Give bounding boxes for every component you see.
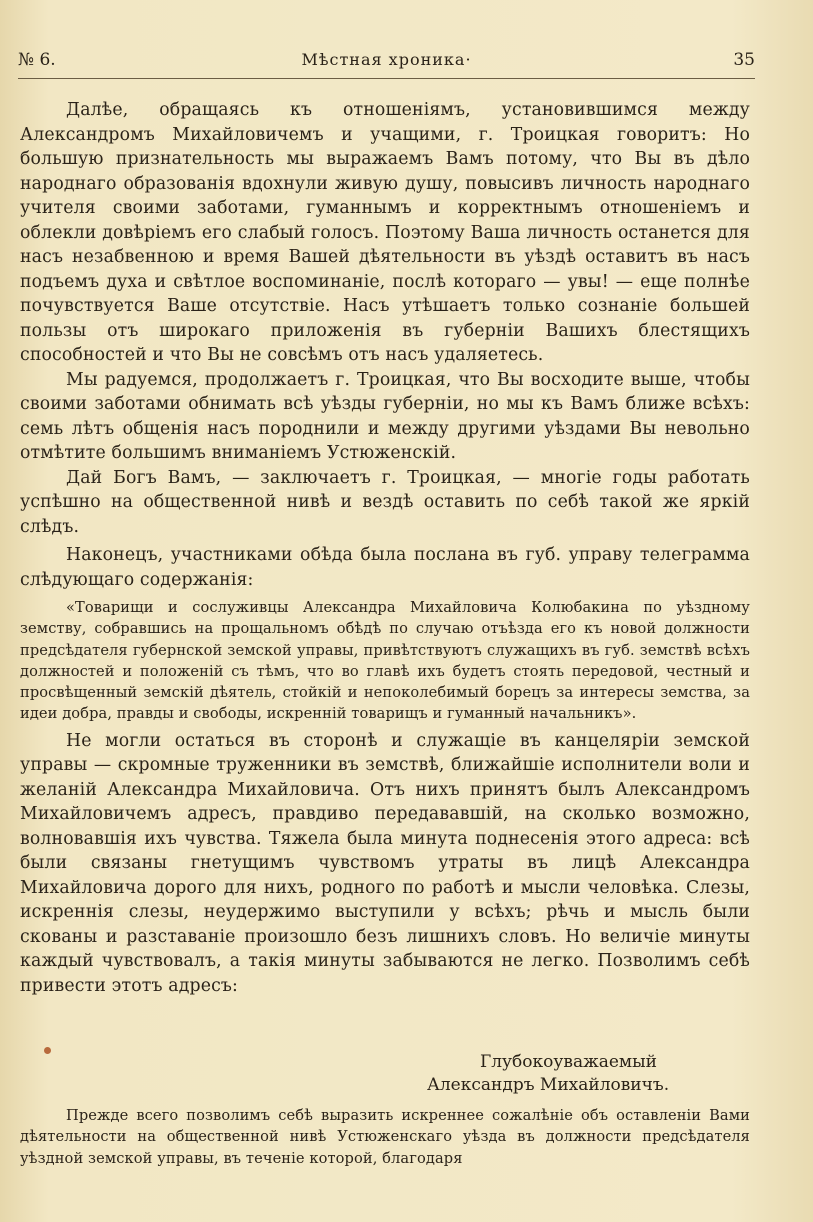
paragraph-3: Дай Богъ Вамъ, — заключаетъ г. Троицкая, — многіе годы работать успѣшно на общественной нивѣ и вездѣ оставить по себѣ такой же яркій слѣдъ. (20, 467, 750, 537)
address-text (20, 1105, 750, 1169)
salutation-line-1: Глубокоуважаемый (480, 1052, 658, 1072)
salutation-line-2: Александръ Михайловичъ. (427, 1075, 670, 1095)
section-title: Мѣстная хроника· (301, 50, 472, 69)
header-divider (18, 78, 755, 79)
body-text (20, 98, 750, 998)
paragraph-5: Не могли остаться въ сторонѣ и служащіе въ канцеляріи земской управы — скромные труженники въ земствѣ, ближайшіе исполнители воли и желаній Александра Михайловича. Отъ нихъ принятъ былъ Александромъ Михайловичемъ адресъ, правдиво передававшій, на сколько возможно, волновавшія ихъ чувства. Тяжела была минута поднесенія этого адреса: всѣ были связаны гнетущимъ чувствомъ утраты въ лицѣ Александра Михайловича дорого для нихъ, родного по работѣ и мысли человѣка. Слезы, искреннія слезы, неудержимо выступили у всѣхъ; рѣчь и мысль были скованы и разставаніе произошло безъ лишнихъ словъ. Но величіе минуты каждый чувствовалъ, а такія минуты забываются не легко. Позволимъ себѣ привести этотъ адресъ: (20, 730, 750, 996)
paragraph-4: Наконецъ, участниками обѣда была послана въ губ. управу телеграмма слѣдующаго содержанія: (20, 545, 750, 590)
paragraph-1: Далѣе, обращаясь къ отношеніямъ, установившимся между Александромъ Михайловичемъ и учащими, г. Троицкая говоритъ: Но большую признательность мы выражаемъ Вамъ потому, что Вы въ дѣло народнаго образованія вдохнули живую душу, повысивъ личность народнаго учителя своими заботами, гуманнымъ и корректнымъ отношеніемъ и облекли довѣріемъ его слабый голосъ. Поэтому Ваша личность останется для насъ незабвенною и время Вашей дѣятельности въ уѣздѣ оставитъ въ насъ подъемъ духа и свѣтлое воспоминаніе, послѣ котораго — увы! — еще полнѣе почувствуется Ваше отсутствіе. Насъ утѣшаетъ только сознаніе большей пользы отъ широкаго приложенія въ губерніи Вашихъ блестящихъ способностей и что Вы не совсѣмъ отъ насъ удаляетесь. (20, 100, 750, 365)
issue-number: № 6. (18, 50, 56, 70)
page-number: 35 (733, 50, 755, 70)
paragraph-2: Мы радуемся, продолжаетъ г. Троицкая, что Вы восходите выше, чтобы своими заботами обнимать всѣ уѣзды губерніи, но мы къ Вамъ ближе всѣхъ: семь лѣтъ общенія насъ породнили и между другими уѣздами Вы невольно отмѣтите большимъ вниманіемъ Устюженскій. (20, 369, 750, 463)
paragraph-6: Прежде всего позволимъ себѣ выразить искреннее сожалѣніе объ оставленіи Вами дѣятельности на общественной нивѣ Устюженскаго уѣзда въ должности предсѣдателя уѣздной земской управы, въ теченіе которой, благодаря (20, 1107, 750, 1167)
telegram-quote: «Товарищи и сослуживцы Александра Михайловича Колюбакина по уѣздному земству, собравшись на прощальномъ обѣдѣ по случаю отъѣзда его къ новой должности предсѣдателя губернской земской управы, привѣтствуютъ служащихъ въ губ. земствѣ всѣхъ должностей и положеній съ тѣмъ, что во главѣ ихъ будетъ стоять передовой, честный и просвѣщенный земскій дѣятель, стойкій и непоколебимый борецъ за интересы земства, за идеи добра, правды и свободы, искренній товарищъ и гуманный начальникъ». (20, 599, 750, 723)
running-header (18, 50, 755, 74)
ink-spot (44, 1047, 51, 1054)
